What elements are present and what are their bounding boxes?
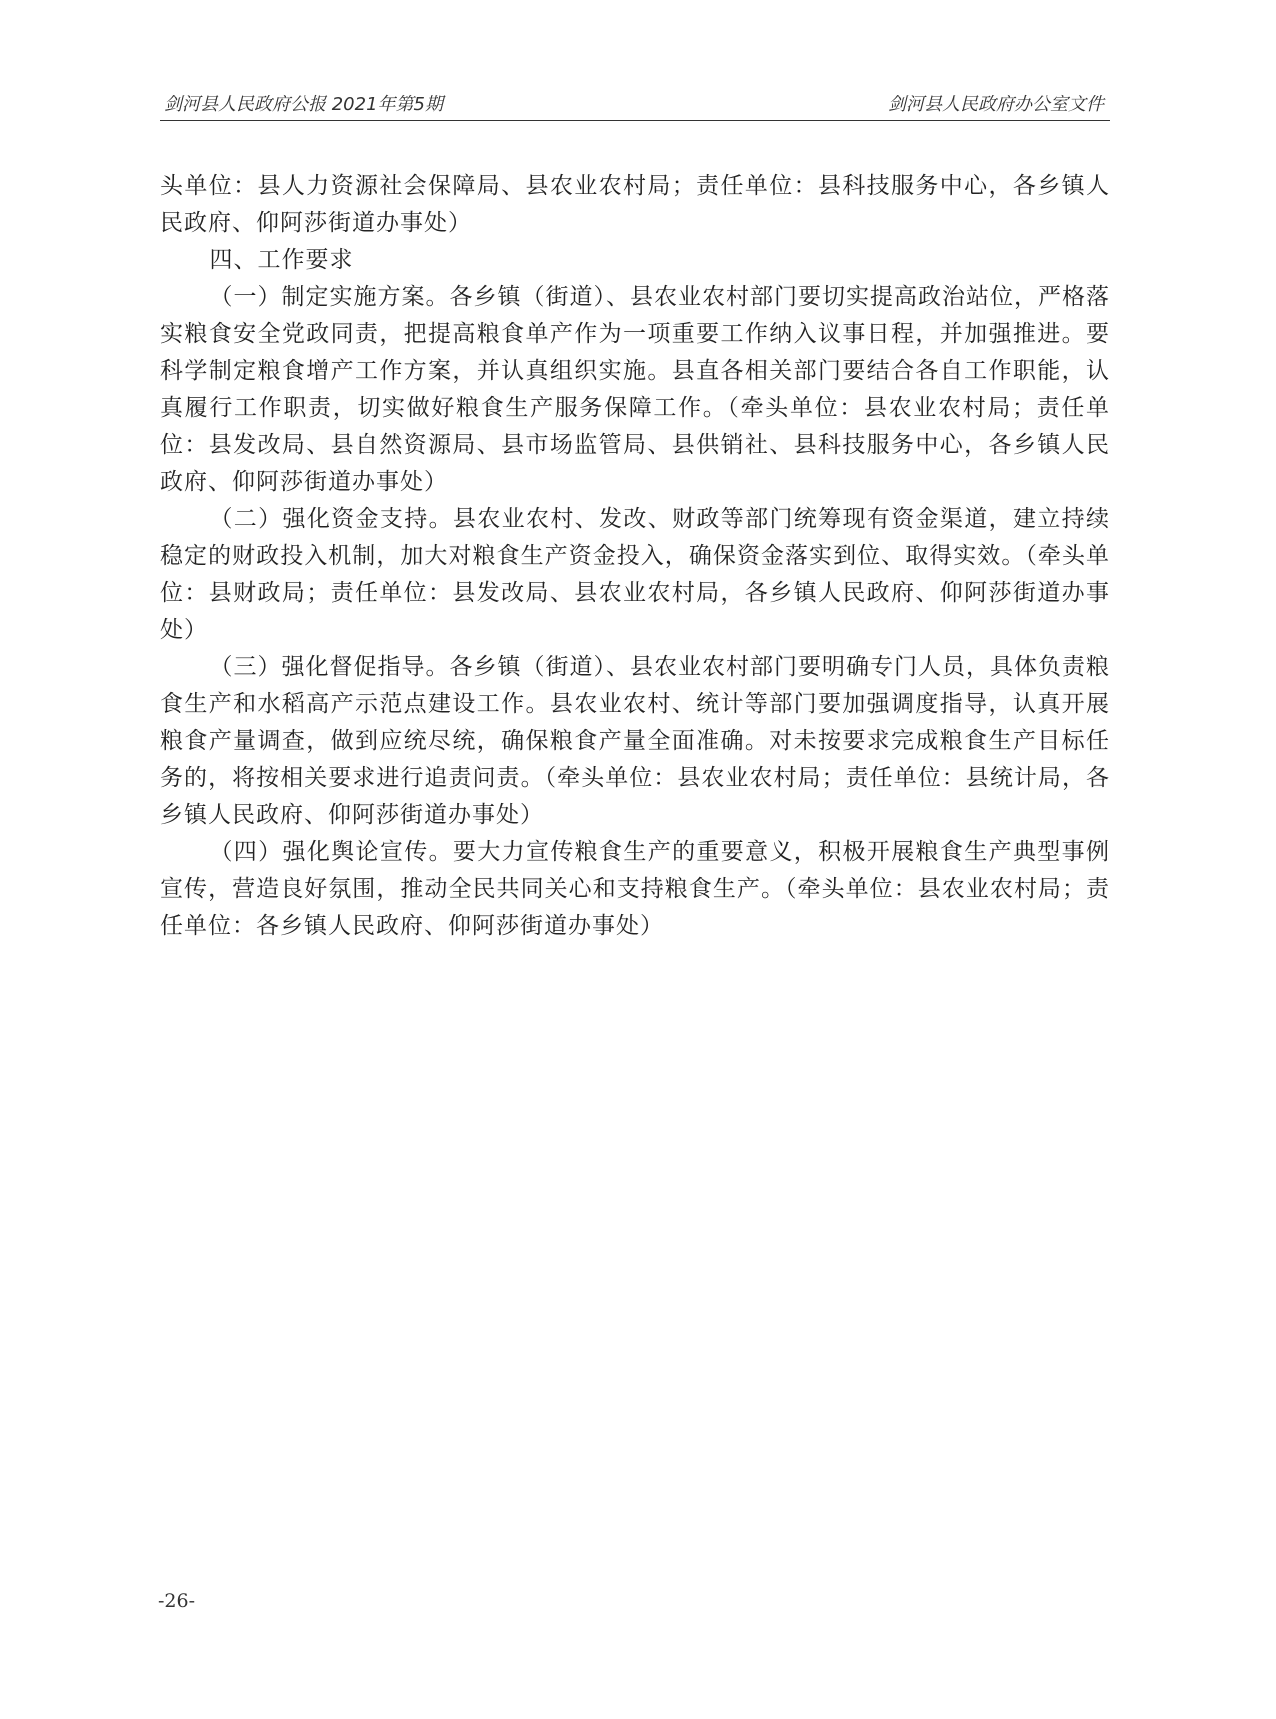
paragraph: （一）制定实施方案。各乡镇（街道）、县农业农村部门要切实提高政治站位，严格落实粮食安全党政同责，把提高粮食单产作为一项重要工作纳入议事日程，并加强推进。要科学制定粮食增产工作方案，并认真组织实施。县直各相关部门要结合各自工作职能，认真履行工作职责，切实做好粮食生产服务保障工作。（牵头单位：县农业农村局；责任单位：县发改局、县自然资源局、县市场监管局、县供销社、县科技服务中心，各乡镇人民政府、仰阿莎街道办事处） [160,284,1110,495]
page-number: -26- [158,1590,196,1612]
header-office-name: 剑河县人民政府办公室文件 [888,94,1104,115]
document-body [160,168,1110,945]
header-publication-title: 剑河县人民政府公报 2021年第5期 [164,94,443,115]
section-heading: 四、工作要求 [209,247,354,273]
page-header [160,88,1110,121]
paragraph: 头单位：县人力资源社会保障局、县农业农村局；责任单位：县科技服务中心，各乡镇人民政府、仰阿莎街道办事处） [160,173,1110,236]
paragraph: （二）强化资金支持。县农业农村、发改、财政等部门统筹现有资金渠道，建立持续稳定的财政投入机制，加大对粮食生产资金投入，确保资金落实到位、取得实效。（牵头单位：县财政局；责任单位：县发改局、县农业农村局，各乡镇人民政府、仰阿莎街道办事处） [160,506,1110,643]
paragraph: （四）强化舆论宣传。要大力宣传粮食生产的重要意义，积极开展粮食生产典型事例宣传，营造良好氛围，推动全民共同关心和支持粮食生产。（牵头单位：县农业农村局；责任单位：各乡镇人民政府、仰阿莎街道办事处） [160,839,1110,939]
paragraph: （三）强化督促指导。各乡镇（街道）、县农业农村部门要明确专门人员，具体负责粮食生产和水稻高产示范点建设工作。县农业农村、统计等部门要加强调度指导，认真开展粮食产量调查，做到应统尽统，确保粮食产量全面准确。对未按要求完成粮食生产目标任务的，将按相关要求进行追责问责。（牵头单位：县农业农村局；责任单位：县统计局，各乡镇人民政府、仰阿莎街道办事处） [160,654,1110,828]
